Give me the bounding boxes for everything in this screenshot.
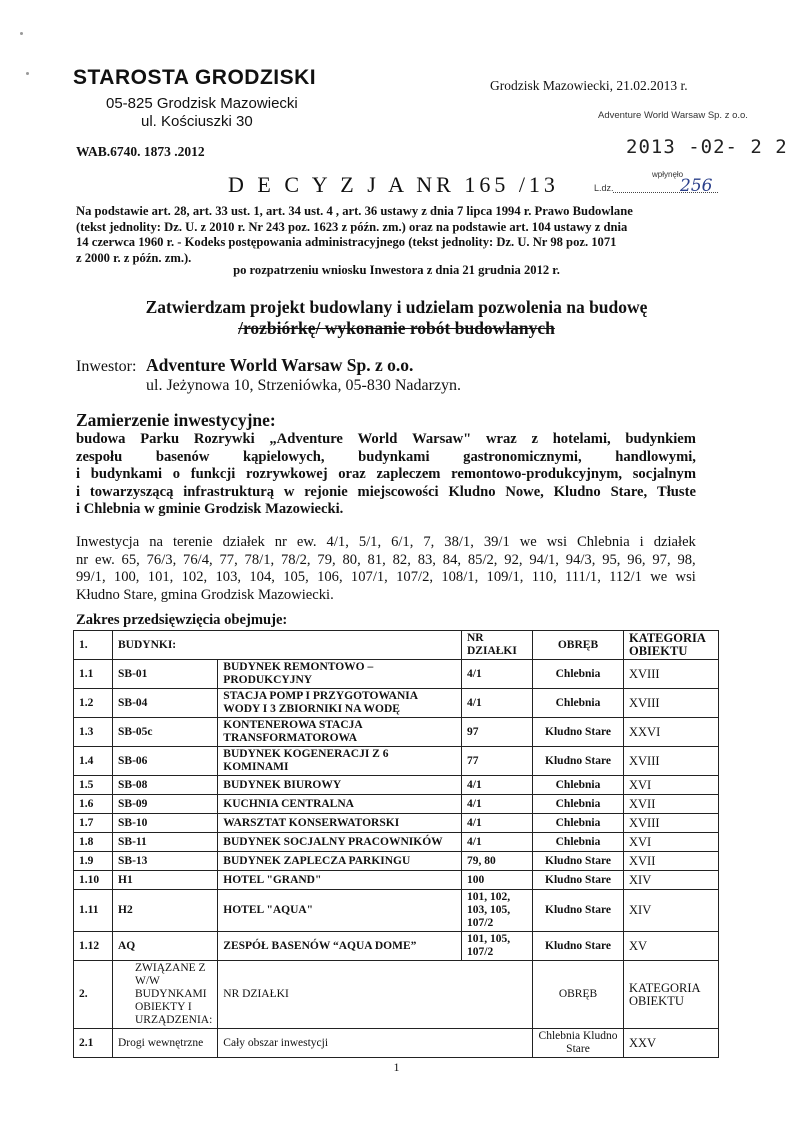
building-row [74,776,719,795]
project-description-line [76,466,696,484]
row-number: 1.8 [74,833,113,852]
word: Inwestycja [76,534,140,550]
word: socjalnym [632,466,696,482]
plot-number: Cały obszar inwestycji [218,1029,533,1058]
place-and-date: Grodzisk Mazowiecki, 21.02.2013 r. [490,78,688,93]
word: 107/2, [396,569,434,585]
word: 110, [531,569,557,585]
building-code: SB-01 [113,660,218,689]
word: towarzyszącą [89,483,174,500]
row-number: 1.10 [74,871,113,890]
precinct: Kludno Stare [533,852,624,871]
investor-name: Adventure World Warsaw Sp. z o.o. [146,355,414,375]
object-category: XVIII [624,660,719,689]
building-name: BUDYNEK SOCJALNY PRACOWNIKÓW [218,833,462,852]
decision-title [0,172,793,198]
word: 84, [442,551,462,568]
project-description-line: i Chlebnia w gminie Grodzisk Mazowiecki. [76,501,344,517]
word: budynkami [90,466,163,482]
territory-line [76,552,696,570]
word: w [283,483,295,500]
case-reference: WAB.6740. 1873 .2012 [76,144,205,159]
review-line: po rozpatrzeniu wniosku Inwestora z dnia 21 grudnia 2012 r. [233,263,560,277]
col-header-precinct: OBRĘB [533,961,624,1029]
row-number: 1.1 [74,660,113,689]
object-category: XVII [624,852,719,871]
word: handlowymi, [615,448,696,465]
building-row [74,814,719,833]
word: Rozrywki [193,431,255,447]
received-stamp-handwritten-number: 256 [680,176,713,196]
col-header-category: KATEGORIA OBIEKTU [624,961,719,1029]
word: 39/1 [483,534,510,550]
section-label: ZWIĄZANE Z W/W BUDYNKAMI OBIEKTY I URZĄDZENIA: [113,961,218,1029]
building-row [74,689,719,718]
word: basenów [155,448,210,465]
section-1-header-row [74,631,719,660]
facility-row [74,1029,719,1058]
building-code: SB-08 [113,776,218,795]
precinct: Kludno Stare [533,871,624,890]
legal-basis-line: z 2000 r. z późn. zm.). [76,250,192,265]
building-name: HOTEL "AQUA" [218,890,462,932]
plot-number: 4/1 [462,689,533,718]
word: 107/1, [350,569,388,585]
word: „Adventure [269,431,343,447]
word: 102, [181,569,208,585]
received-stamp-ldz-label: L.dz. [594,183,614,193]
building-name: HOTEL "GRAND" [218,871,462,890]
word: remontowo-produkcyjnym, [451,466,623,482]
building-row [74,747,719,776]
word: kąpielowych, [243,448,325,465]
word: działek [222,534,265,550]
precinct: Chlebnia Kludno Stare [533,1029,624,1058]
word: 65, [121,551,140,568]
word: rozrywkowej [245,466,328,482]
precinct: Kludno Stare [533,890,624,932]
plot-number: 4/1 [462,795,533,814]
word: 80, [342,551,361,568]
precinct: Chlebnia [533,795,624,814]
building-name: STACJA POMP I PRZYGOTOWANIA WODY I 3 ZBIORNIKI NA WODĘ [218,689,462,718]
scope-heading: Zakres przedsięwzięcia obejmuje: [76,612,288,628]
row-number: 1.5 [74,776,113,795]
word: funkcji [190,466,236,482]
word: 99/1, [76,569,106,585]
word: o [172,466,181,482]
row-number: 1.7 [74,814,113,833]
word: infrastrukturą [183,483,275,500]
word: i [76,483,81,500]
word: ew. [95,551,115,568]
plot-number: 79, 80 [462,852,533,871]
word: 38/1, [444,534,474,550]
word: 78/1, [244,551,275,568]
word: wraz [485,431,517,447]
project-description-line [76,484,696,502]
building-code: SB-05c [113,718,218,747]
plot-number: 4/1 [462,833,533,852]
precinct: Chlebnia [533,776,624,795]
word: 109/1, [486,569,524,585]
word: 100, [113,569,140,585]
building-code: SB-09 [113,795,218,814]
received-stamp-date: 2013 -02- 2 2 [626,136,788,158]
word: Kludno [448,483,496,500]
issuing-authority: STAROSTA GRODZISKI [73,66,317,89]
project-territory [76,534,696,604]
building-row [74,852,719,871]
object-category: XVI [624,833,719,852]
word: 95, [602,551,621,568]
building-name: KUCHNIA CENTRALNA [218,795,462,814]
plot-number: 77 [462,747,533,776]
word: Parku [140,431,180,447]
word: 106, [317,569,343,585]
received-stamp-company: Adventure World Warsaw Sp. z o.o. [598,110,748,121]
legal-basis-line: 14 czerwca 1960 r. - Kodeks postępowania administracyjnego (tekst jednolity: Dz. U. Nr 98 poz. 1071 [76,235,617,249]
word: budynkiem [625,431,696,447]
word: 105, [283,569,309,585]
project-heading: Zamierzenie inwestycyjne: [76,410,276,430]
word: 81, [367,551,386,568]
word: 82, [392,551,411,568]
word: 78/2, [280,551,311,568]
word: wsi [675,569,696,585]
word: Kludno [553,483,601,500]
word: Chlebnia [577,534,630,550]
project-description [76,431,696,519]
legal-basis-line: (tekst jednolity: Dz. U. z 2010 r. Nr 243 poz. 1623 z późn. zm.) oraz na podstawie art. 104 ustawy z dnia [76,219,628,234]
object-category: XIV [624,871,719,890]
word: 94/1, [529,551,559,568]
word: zapleczem [376,466,441,482]
facility-name: Drogi wewnętrzne [113,1029,218,1058]
scan-mark [20,32,23,35]
word: ew. [296,534,317,550]
authority-address-line2: ul. Kościuszki 30 [141,113,253,130]
word: 98, [677,551,696,568]
word: terenie [172,534,213,550]
col-header-category: KATEGORIA OBIEKTU [624,631,719,660]
word: wsi [546,534,568,550]
object-category: XXV [624,1029,719,1058]
decision-title-text: D E C Y Z J A NR 165 /13 [228,172,559,197]
plot-number: 4/1 [462,660,533,689]
word: nr [274,534,287,550]
section-number: 1. [74,631,113,660]
row-number: 1.2 [74,689,113,718]
precinct: Chlebnia [533,833,624,852]
building-name: BUDYNEK KOGENERACJI Z 6 KOMINAMI [218,747,462,776]
building-name: BUDYNEK ZAPLECZA PARKINGU [218,852,462,871]
word: miejscowości [357,483,439,500]
word: 112/1 [609,569,642,585]
object-category: XVIII [624,747,719,776]
word: 4/1, [326,534,349,550]
word: 7, [423,534,435,550]
word: z [531,431,538,447]
building-name: ZESPÓŁ BASENÓW “AQUA DOME” [218,932,462,961]
word: 77, [219,551,238,568]
row-number: 1.3 [74,718,113,747]
object-category: XV [624,932,719,961]
word: działek [653,534,696,550]
approval-statement: Zatwierdzam projekt budowlany i udzielam pozwolenia na budowę [145,297,648,317]
territory-line [76,569,696,587]
building-row [74,833,719,852]
col-header-precinct: OBRĘB [533,631,624,660]
word: 76/3, [146,551,177,568]
territory-line: Kłudno Stare, gmina Grodzisk Mazowiecki. [76,586,334,603]
precinct: Chlebnia [533,660,624,689]
col-header-plot: NR DZIAŁKI [218,961,533,1029]
plot-number: 4/1 [462,814,533,833]
word: Stare, [610,483,648,500]
building-row [74,718,719,747]
authority-address-line1: 05-825 Grodzisk Mazowiecki [106,95,298,112]
legal-basis-line: Na podstawie art. 28, art. 33 ust. 1, art. 34 ust. 4 , art. 36 ustawy z dnia 7 lipca 1994 r. Prawo Budowlane [76,204,633,218]
legal-basis [76,204,696,266]
investor-label: Inwestor: [76,358,137,375]
building-code: SB-06 [113,747,218,776]
word: budynkami [358,448,430,465]
building-code: AQ [113,932,218,961]
col-header-plot: NR DZIAŁKI [462,631,533,660]
object-category: XVIII [624,689,719,718]
word: 76/4, [183,551,213,568]
building-code: SB-10 [113,814,218,833]
plot-number: 4/1 [462,776,533,795]
row-number: 1.12 [74,932,113,961]
building-name: BUDYNEK BIUROWY [218,776,462,795]
precinct: Kludno Stare [533,747,624,776]
precinct: Kludno Stare [533,718,624,747]
building-code: H2 [113,890,218,932]
word: 6/1, [391,534,414,550]
word: na [149,534,163,550]
row-number: 1.6 [74,795,113,814]
word: 108/1, [441,569,479,585]
building-name: KONTENEROWA STACJA TRANSFORMATOROWA [218,718,462,747]
building-code: H1 [113,871,218,890]
word: we [519,534,537,550]
word: 79, [317,551,336,568]
section-2-header-row [74,961,719,1029]
object-category: XVII [624,795,719,814]
word: budowa [76,431,126,447]
word: 104, [249,569,275,585]
word: 111/1, [565,569,601,585]
project-description-line [76,449,696,467]
word: Tłuste [657,483,696,500]
building-code: SB-04 [113,689,218,718]
page-number: 1 [393,1060,400,1074]
investor-address: ul. Jeżynowa 10, Strzeniówka, 05-830 Nadarzyn. [146,377,462,394]
word: 5/1, [358,534,382,550]
building-row [74,795,719,814]
section-label: BUDYNKI: [113,631,462,660]
object-category: XVI [624,776,719,795]
word: nr [76,551,89,568]
scope-table [73,630,719,1058]
word: 85/2, [467,551,498,568]
word: 83, [417,551,436,568]
word: 92, [504,551,523,568]
word: zespołu [76,448,123,465]
precinct: Kludno Stare [533,932,624,961]
approval-struck-text: /rozbiórkę/ wykonanie robót budowlanych [238,318,555,338]
word: oraz [338,466,366,482]
word: rejonie [304,483,348,500]
word: i [76,466,81,482]
row-number: 1.11 [74,890,113,932]
precinct: Chlebnia [533,814,624,833]
object-category: XVIII [624,814,719,833]
plot-number: 101, 105, 107/2 [462,932,533,961]
received-stamp-label: wpłynęło [652,170,684,179]
building-row [74,871,719,890]
word: Warsaw" [412,431,472,447]
building-code: SB-13 [113,852,218,871]
word: World [357,431,398,447]
object-category: XXVI [624,718,719,747]
word: 94/3, [565,551,596,568]
building-code: SB-11 [113,833,218,852]
row-number: 1.4 [74,747,113,776]
row-number: 2.1 [74,1029,113,1058]
word: Nowe, [505,483,544,500]
project-description-line [76,431,696,449]
building-name: BUDYNEK REMONTOWO – PRODUKCYJNY [218,660,462,689]
word: 97, [652,551,671,568]
precinct: Chlebnia [533,689,624,718]
territory-line [76,534,696,552]
scan-mark [26,72,29,75]
word: 101, [147,569,174,585]
word: 96, [627,551,646,568]
building-name: WARSZTAT KONSERWATORSKI [218,814,462,833]
plot-number: 100 [462,871,533,890]
word: i [639,534,644,550]
plot-number: 97 [462,718,533,747]
row-number: 1.9 [74,852,113,871]
building-row [74,932,719,961]
building-row [74,660,719,689]
object-category: XIV [624,890,719,932]
word: we [650,569,668,585]
word: hotelami, [552,431,611,447]
plot-number: 101, 102, 103, 105, 107/2 [462,890,533,932]
word: gastronomicznymi, [463,448,582,465]
word: 103, [215,569,242,585]
building-row [74,890,719,932]
section-number: 2. [74,961,113,1029]
